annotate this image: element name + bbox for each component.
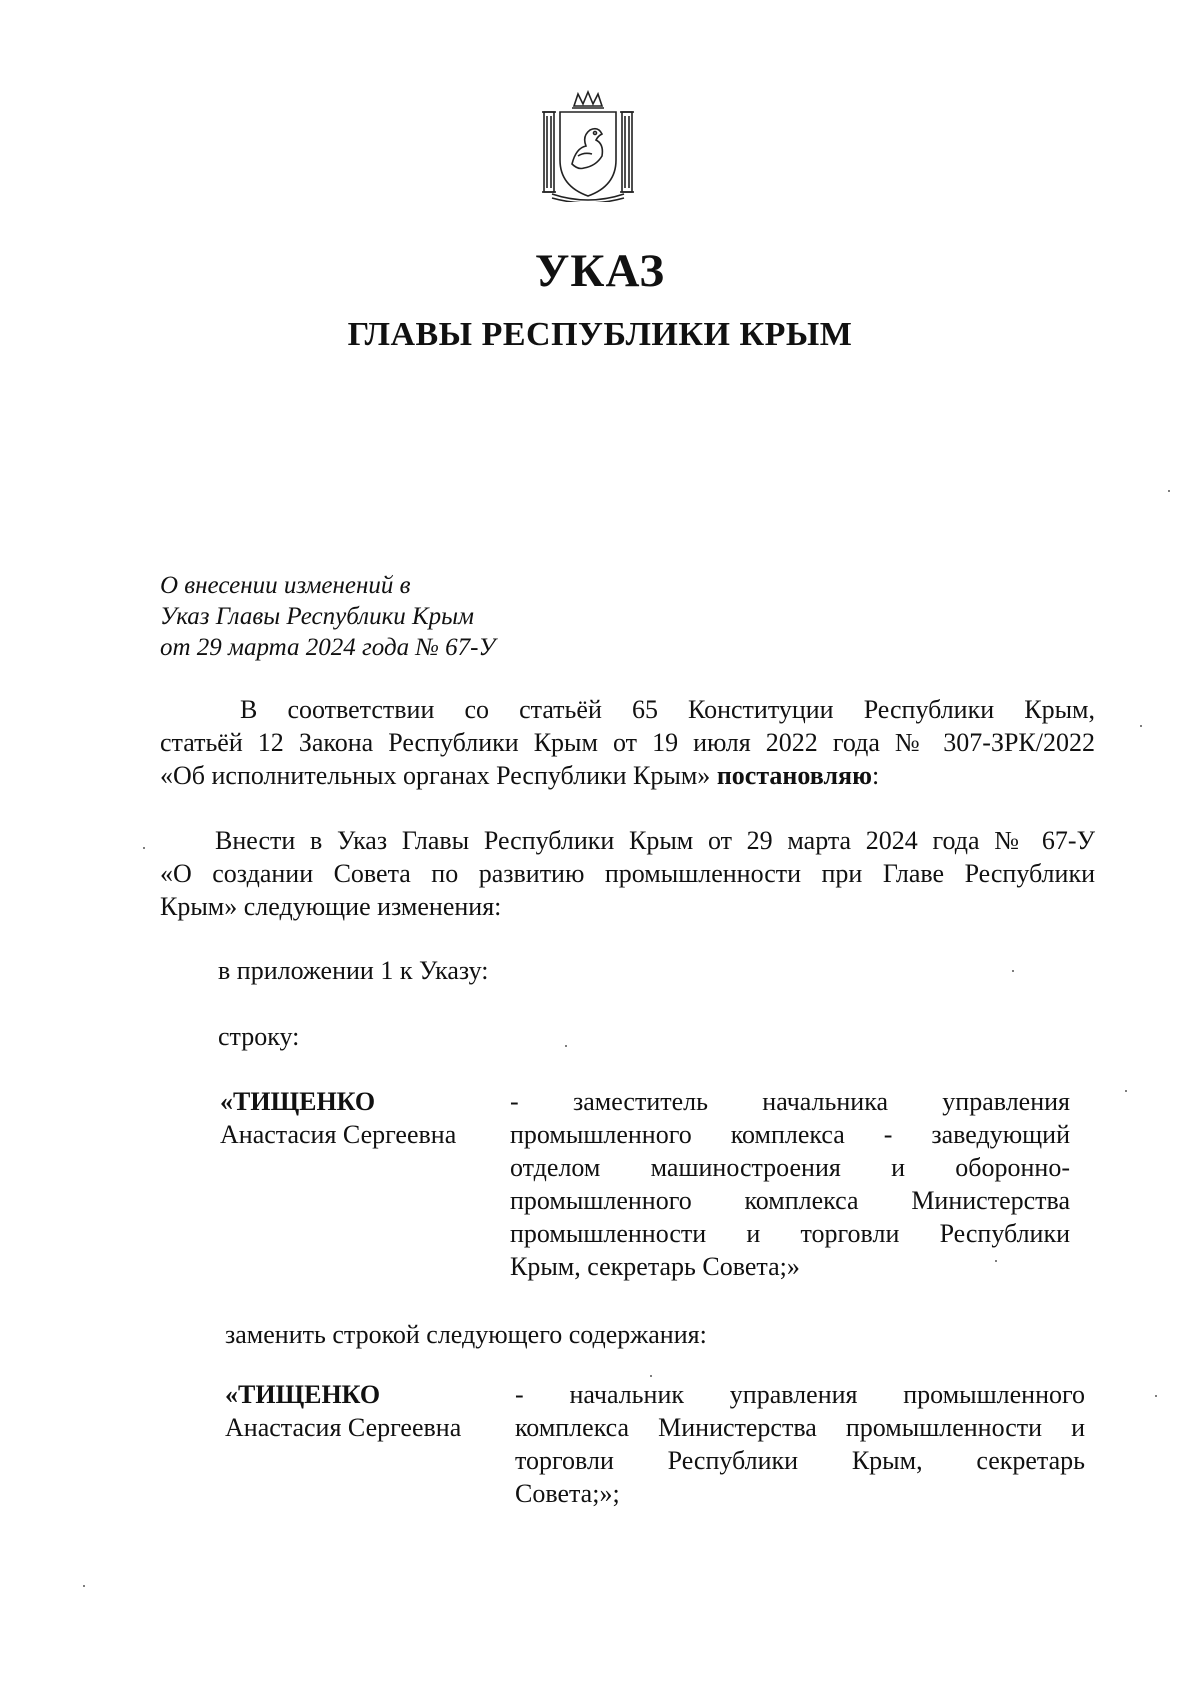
entry-description-line: промышленности и торговли Республики bbox=[510, 1219, 1070, 1248]
entry-description-line: комплекса Министерства промышленности и bbox=[515, 1413, 1085, 1442]
row-label: строку: bbox=[218, 1022, 300, 1051]
entry-person bbox=[220, 1085, 510, 1151]
scan-speck bbox=[1125, 1090, 1127, 1092]
entry-description-line: торговли Республики Крым, секретарь bbox=[515, 1446, 1085, 1475]
preamble-line: статьёй 12 Закона Республики Крым от 19 июля 2022 года № 307-ЗРК/2022 bbox=[160, 728, 1095, 757]
preamble-line bbox=[160, 759, 1095, 792]
preamble-paragraph bbox=[160, 693, 1095, 792]
entry-description-line: - заместитель начальника управления bbox=[510, 1087, 1070, 1116]
crimea-coat-of-arms-icon bbox=[538, 90, 638, 202]
entry-description bbox=[510, 1085, 1070, 1283]
old-entry bbox=[220, 1085, 1070, 1295]
scan-speck bbox=[1012, 970, 1014, 972]
scan-speck bbox=[143, 847, 145, 849]
scan-speck bbox=[1140, 725, 1142, 727]
topic-line: Указ Главы Республики Крым bbox=[160, 603, 475, 630]
preamble-text: «Об исполнительных органах Республики Крым» bbox=[160, 761, 711, 790]
topic-line: О внесении изменений в bbox=[160, 572, 411, 599]
appendix-reference: в приложении 1 к Указу: bbox=[218, 956, 489, 985]
entry-description-line: - начальник управления промышленного bbox=[515, 1380, 1085, 1409]
new-entry bbox=[225, 1378, 1085, 1518]
scan-speck bbox=[565, 1045, 567, 1047]
entry-description-line: отделом машиностроения и оборонно- bbox=[510, 1153, 1070, 1182]
document-subtitle: ГЛАВЫ РЕСПУБЛИКИ КРЫМ bbox=[347, 316, 853, 353]
decree-line: «О создании Совета по развитию промышленности при Главе Республики bbox=[160, 859, 1095, 888]
entry-description-line: промышленного комплекса Министерства bbox=[510, 1186, 1070, 1215]
document-topic bbox=[160, 570, 495, 663]
scan-speck bbox=[83, 1585, 85, 1587]
entry-given-name: Анастасия Сергеевна bbox=[225, 1413, 462, 1442]
entry-description-line: промышленного комплекса - заведующий bbox=[510, 1120, 1070, 1149]
document-title: УКАЗ bbox=[534, 245, 666, 297]
entry-given-name: Анастасия Сергеевна bbox=[220, 1120, 457, 1149]
topic-line: от 29 марта 2024 года № 67-У bbox=[160, 634, 496, 661]
decree-line: Внести в Указ Главы Республики Крым от 29 марта 2024 года № 67-У bbox=[215, 826, 1095, 855]
entry-surname: «ТИЩЕНКО bbox=[225, 1380, 381, 1409]
decree-line: Крым» следующие изменения: bbox=[160, 892, 502, 921]
replace-instruction: заменить строкой следующего содержания: bbox=[225, 1320, 707, 1349]
decree-paragraph bbox=[160, 824, 1095, 923]
entry-person bbox=[225, 1378, 515, 1444]
entry-description-line: Крым, секретарь Совета;» bbox=[510, 1252, 800, 1281]
scan-speck bbox=[1168, 490, 1170, 492]
entry-description-line: Совета;»; bbox=[515, 1479, 620, 1508]
scan-speck bbox=[995, 1260, 997, 1262]
entry-description bbox=[515, 1378, 1085, 1510]
entry-surname: «ТИЩЕНКО bbox=[220, 1087, 376, 1116]
preamble-colon: : bbox=[871, 761, 880, 790]
preamble-line: В соответствии со статьёй 65 Конституции Республики Крым, bbox=[240, 695, 1095, 724]
scan-speck bbox=[1155, 1395, 1157, 1397]
preamble-verb: постановляю bbox=[716, 761, 872, 790]
scan-speck bbox=[650, 1375, 652, 1377]
